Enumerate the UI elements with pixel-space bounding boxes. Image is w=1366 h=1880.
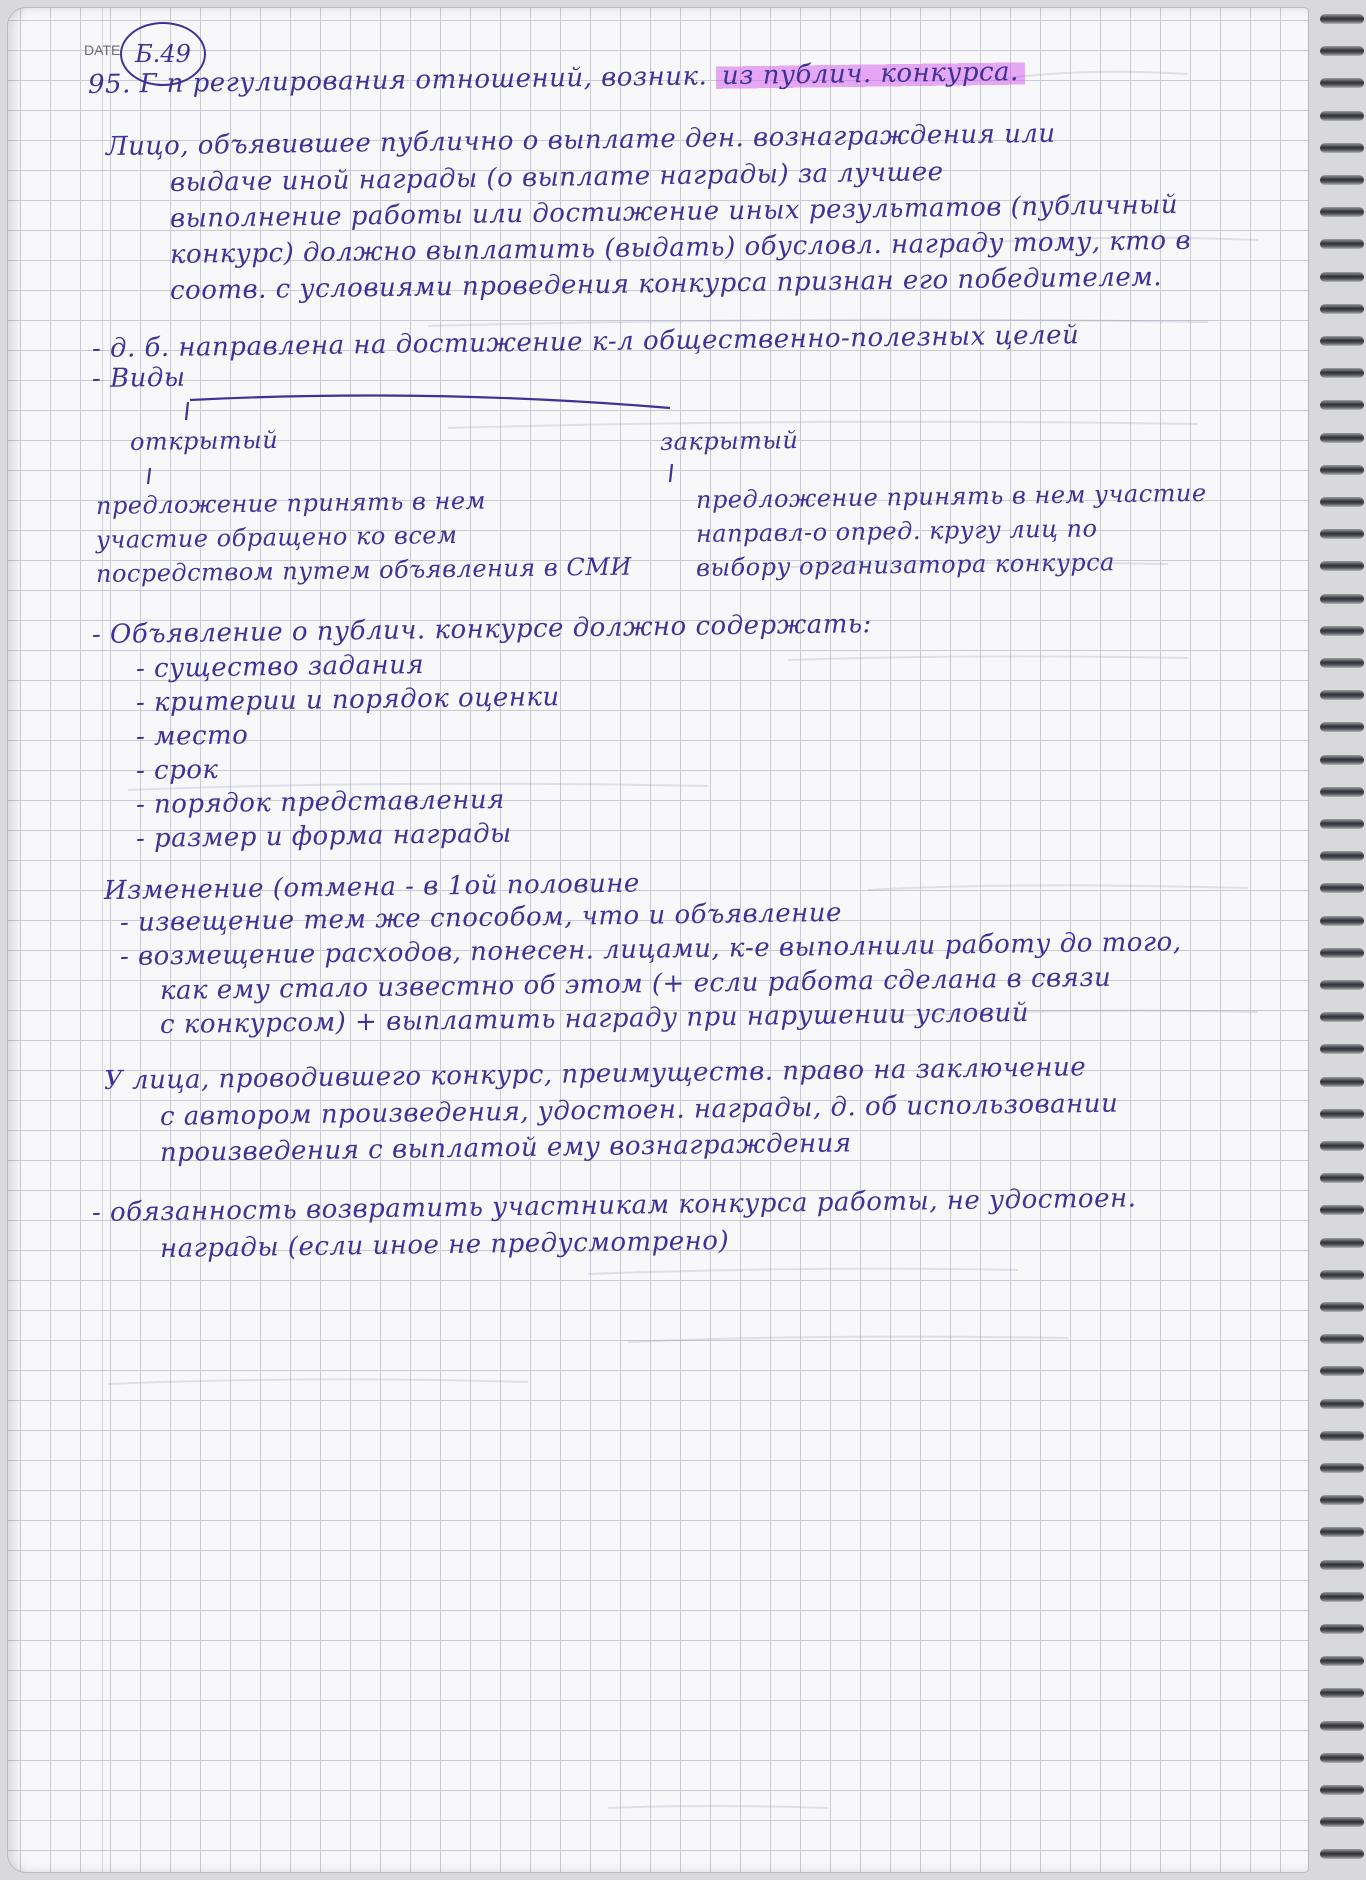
spiral-coil <box>1320 400 1364 410</box>
branch-arrow-closed <box>670 464 672 482</box>
list-item: - размер и форма награды <box>135 818 512 854</box>
spiral-coil <box>1320 1109 1364 1119</box>
spiral-coil <box>1320 1173 1364 1183</box>
spiral-coil <box>1320 658 1364 668</box>
spiral-coil <box>1320 1753 1364 1763</box>
paragraph-line: - извещение тем же способом, что и объявление <box>119 897 843 938</box>
spiral-coil <box>1320 980 1364 990</box>
list-item: - порядок представления <box>135 784 506 820</box>
paragraph-line: выполнение работы или достижение иных результатов (публичный <box>169 189 1179 234</box>
spiral-coil <box>1320 207 1364 217</box>
spiral-coil <box>1320 755 1364 765</box>
margin-line <box>102 8 103 1872</box>
paragraph-line: - возмещение расходов, понесен. лицами, к-е выполнили работу до того, <box>119 927 1182 972</box>
list-item: - место <box>135 720 249 752</box>
open-desc: предложение принять в нем <box>95 486 487 520</box>
title-text: 95. Г-п регулирования отношений, возник. <box>87 61 708 100</box>
spiral-coil <box>1320 1527 1364 1537</box>
paragraph-line: с конкурсом) + выплатить награду при нарушении условий <box>159 997 1030 1040</box>
spiral-coil <box>1320 722 1364 732</box>
spiral-coil <box>1320 1721 1364 1731</box>
paragraph-line: - обязанность возвратить участникам конкурса работы, не удостоен. <box>91 1183 1137 1228</box>
spiral-coil <box>1320 626 1364 636</box>
spiral-coil <box>1320 819 1364 829</box>
spiral-coil <box>1320 883 1364 893</box>
spiral-coil <box>1320 1366 1364 1376</box>
spiral-coil <box>1320 1270 1364 1280</box>
spiral-coil <box>1320 46 1364 56</box>
paragraph-line: - д. б. направлена на достижение к-л общественно-полезных целей <box>91 320 1080 364</box>
list-item: - срок <box>135 754 219 786</box>
spiral-coil <box>1320 272 1364 282</box>
spiral-coil <box>1320 1205 1364 1215</box>
spiral-coil <box>1320 336 1364 346</box>
spiral-coil <box>1320 14 1364 24</box>
paragraph-line: соотв. с условиями проведения конкурса признан его победителем. <box>169 262 1163 306</box>
branch-line <box>190 396 670 409</box>
spiral-coil <box>1320 948 1364 958</box>
paragraph-line: награды (если иное не предусмотрено) <box>159 1226 730 1264</box>
spiral-coil <box>1320 368 1364 378</box>
type-closed: закрытый <box>659 426 799 456</box>
branch-arrow-open <box>148 468 150 484</box>
closed-desc: направл-о опред. кругу лиц по <box>695 514 1098 548</box>
type-open: открытый <box>129 425 279 456</box>
spiral-coil <box>1320 1463 1364 1473</box>
spiral-coil <box>1320 690 1364 700</box>
spiral-coil <box>1320 1592 1364 1602</box>
spiral-coil <box>1320 1431 1364 1441</box>
list-item: - существо задания <box>135 649 425 684</box>
spiral-coil <box>1320 1495 1364 1505</box>
paragraph-line: Лицо, объявившее публично о выплате ден. вознаграждения или <box>105 118 1056 162</box>
paragraph-line: Изменение (отмена - в 1ой половине <box>103 868 640 906</box>
open-desc: участие обращено ко всем <box>95 520 458 554</box>
date-label: DATE <box>84 42 121 58</box>
spiral-coil <box>1320 143 1364 153</box>
spiral-coil <box>1320 1238 1364 1248</box>
spiral-coil <box>1320 594 1364 604</box>
paragraph-line: - Объявление о публич. конкурсе должно содержать: <box>91 609 873 650</box>
paragraph-line: У лица, проводившего конкурс, преимуществ. право на заключение <box>103 1052 1087 1096</box>
spiral-coil <box>1320 1399 1364 1409</box>
spiral-coil <box>1320 1302 1364 1312</box>
spiral-coil <box>1320 1044 1364 1054</box>
spiral-coil <box>1320 529 1364 539</box>
paragraph-line: как ему стало известно об этом (+ если работа сделана в связи <box>159 962 1112 1006</box>
open-desc: посредством путем объявления в СМИ <box>95 552 632 588</box>
spiral-coil <box>1320 239 1364 249</box>
spiral-coil <box>1320 78 1364 88</box>
spiral-coil <box>1320 175 1364 185</box>
spiral-coil <box>1320 1817 1364 1827</box>
spiral-coil <box>1320 1560 1364 1570</box>
closed-desc: предложение принять в нем участие <box>695 478 1207 514</box>
spiral-coil <box>1320 1849 1364 1859</box>
spiral-coil <box>1320 111 1364 121</box>
spiral-coil <box>1320 1624 1364 1634</box>
spiral-coil <box>1320 1141 1364 1151</box>
spiral-coil <box>1320 1785 1364 1795</box>
spiral-coil <box>1320 916 1364 926</box>
list-item: - критерии и порядок оценки <box>135 682 560 718</box>
spiral-coil <box>1320 1077 1364 1087</box>
spiral-coil <box>1320 1688 1364 1698</box>
spiral-coil <box>1320 1656 1364 1666</box>
paragraph-line: с автором произведения, удостоен. награды, д. об использовании <box>159 1088 1119 1132</box>
spiral-coil <box>1320 851 1364 861</box>
page-badge: Б.49 <box>120 22 206 86</box>
closed-desc: выбору организатора конкурса <box>695 548 1116 582</box>
spiral-coil <box>1320 561 1364 571</box>
spiral-coil <box>1320 465 1364 475</box>
spiral-coil <box>1320 304 1364 314</box>
spiral-coil <box>1320 497 1364 507</box>
spiral-coil <box>1320 1012 1364 1022</box>
spiral-binding <box>1320 0 1366 1880</box>
title-highlight: из публич. конкурса. <box>716 57 1025 91</box>
branch-tick <box>186 402 188 420</box>
paragraph-line: выдаче иной награды (о выплате награды) за лучшее <box>169 157 944 198</box>
paragraph-line: произведения с выплатой ему вознаграждения <box>159 1128 852 1168</box>
paragraph-line: конкурс) должно выплатить (выдать) обусловл. награду тому, кто в <box>169 225 1192 270</box>
paragraph-line: - Виды <box>91 362 186 394</box>
spiral-coil <box>1320 433 1364 443</box>
spiral-coil <box>1320 1334 1364 1344</box>
spiral-coil <box>1320 787 1364 797</box>
